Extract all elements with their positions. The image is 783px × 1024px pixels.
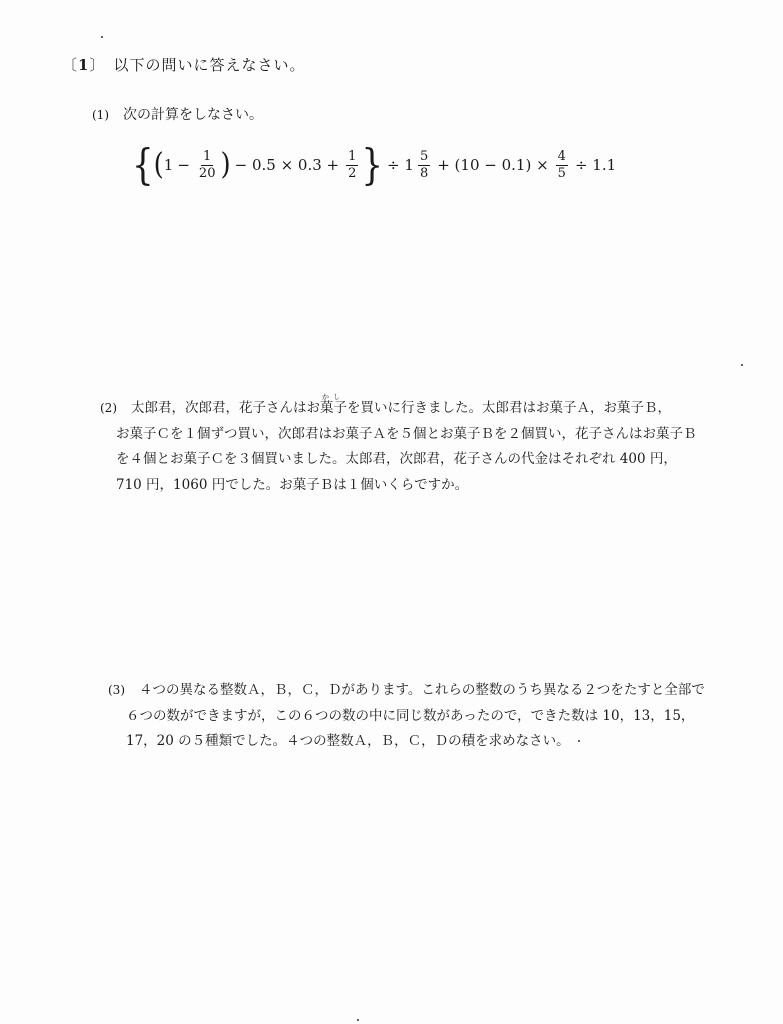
text-segment: 太郎君，次郎君，花子さんはお: [131, 400, 320, 416]
fraction-1-2: [346, 149, 358, 182]
formula-divide-mixed: ÷ 1: [387, 156, 414, 174]
curly-open: {: [132, 140, 154, 190]
formula-term-2: − 0.5 × 0.3 +: [234, 156, 340, 174]
numerator: 1: [203, 148, 212, 164]
question-3-line-1: [108, 678, 705, 704]
ruby-word: [320, 393, 347, 422]
section-title: 以下の問いに答えなさい。: [113, 56, 306, 74]
bracket-open: 〔: [62, 56, 79, 74]
question-2: [100, 393, 697, 498]
question-2-line-2: お菓子Ｃを１個ずつ買い，次郎君はお菓子Ａを５個とお菓子Ｂを２個買い，花子さんはお菓子Ｂ: [116, 425, 697, 442]
fraction-1-20: [197, 149, 218, 182]
question-number: (3): [108, 683, 125, 697]
question-number: (1): [92, 108, 109, 122]
numerator: 4: [557, 148, 566, 164]
scan-speck: [357, 1019, 359, 1021]
numerator: 5: [419, 148, 429, 164]
question-1: [92, 104, 263, 124]
section-number-value: 1: [78, 56, 90, 74]
curly-close: }: [361, 140, 384, 190]
numerator: 1: [348, 148, 357, 164]
question-3: [108, 678, 705, 755]
fraction-4-5: [556, 149, 568, 182]
denominator: 20: [198, 165, 216, 181]
section-number: [62, 56, 105, 74]
formula-minus: −: [177, 156, 190, 174]
section-header: [62, 54, 305, 75]
formula-term-3: + (10 − 0.1) ×: [437, 156, 549, 174]
ruby-reading: かし: [322, 393, 344, 401]
question-3-line-2: ６つの数ができますが，この６つの数の中に同じ数があったので，できた数は 10，13，15，: [126, 707, 695, 724]
fraction-5-8: [418, 149, 430, 182]
scan-speck: [741, 364, 743, 366]
denominator: 5: [557, 165, 566, 181]
question-2-line-3: を４個とお菓子Ｃを３個買いました。太郎君，次郎君，花子さんの代金はそれぞれ 400 円，: [116, 451, 677, 467]
question-number: (2): [100, 401, 117, 415]
question-instruction: 次の計算をしなさい。: [123, 107, 263, 123]
text-segment: ４つの異なる整数Ａ，Ｂ，Ｃ，Ｄがあります。これらの整数のうち異なる２つをたすと全部で: [139, 682, 705, 698]
question-2-line-1: [100, 393, 697, 422]
ruby-base: 菓子: [320, 400, 347, 416]
formula-one: 1: [163, 156, 174, 174]
denominator: 8: [419, 165, 429, 181]
paren-open: (: [153, 147, 164, 183]
calculation-formula: [132, 140, 620, 190]
bracket-close: 〕: [89, 56, 106, 74]
text-segment: を買いに行きました。太郎君はお菓子Ａ，お菓子Ｂ，: [347, 400, 671, 416]
denominator: 2: [348, 165, 357, 181]
paren-close: ): [220, 147, 231, 183]
question-3-line-3: 17，20 の５種類でした。４つの整数Ａ，Ｂ，Ｃ，Ｄの積を求めなさい。: [126, 733, 570, 749]
formula-term-4: ÷ 1.1: [574, 156, 617, 174]
scan-speck: [101, 36, 103, 38]
question-2-line-4: 710 円，1060 円でした。お菓子Ｂは１個いくらですか。: [116, 476, 469, 493]
